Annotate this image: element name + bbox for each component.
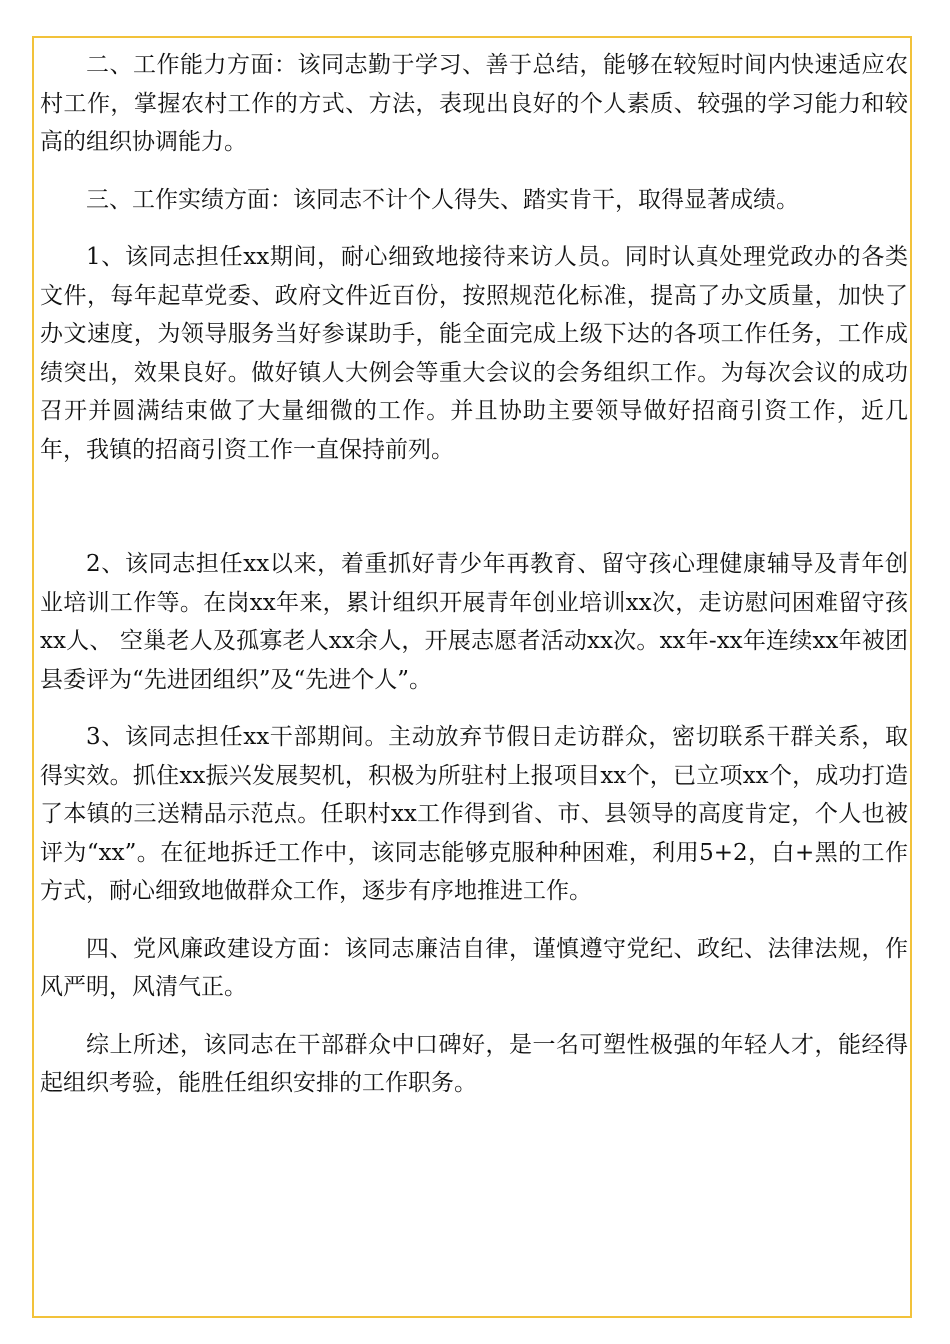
document-body <box>40 46 908 1122</box>
paragraph-achievement-3: 3、该同志担任xx干部期间。主动放弃节假日走访群众，密切联系干群关系，取得实效。抓住xx振兴发展契机，积极为所驻村上报项目xx个，已立项xx个，成功打造了本镇的三送精品示范点。任职村xx工作得到省、市、县领导的高度肯定，个人也被评为“xx”。在征地拆迁工作中，该同志能够克服种种困难，利用5+2，白+黑的工作方式，耐心细致地做群众工作，逐步有序地推进工作。 <box>40 724 908 904</box>
paragraph-work-ability: 二、工作能力方面：该同志勤于学习、善于总结，能够在较短时间内快速适应农村工作，掌握农村工作的方式、方法，表现出良好的个人素质、较强的学习能力和较高的组织协调能力。 <box>40 52 908 155</box>
paragraph-achievement-1: 1、该同志担任xx期间，耐心细致地接待来访人员。同时认真处理党政办的各类文件，每年起草党委、政府文件近百份，按照规范化标准，提高了办文质量，加快了办文速度，为领导服务当好参谋助手，能全面完成上级下达的各项工作任务，工作成绩突出，效果良好。做好镇人大例会等重大会议的会务组织工作。为每次会议的成功召开并圆满结束做了大量细微的工作。并且协助主要领导做好招商引资工作，近几年，我镇的招商引资工作一直保持前列。 <box>40 244 908 463</box>
paragraph-achievement-2: 2、该同志担任xx以来，着重抓好青少年再教育、留守孩心理健康辅导及青年创业培训工作等。在岗xx年来，累计组织开展青年创业培训xx次，走访慰问困难留守孩xx人、 空巢老人及孤寡老人xx余人，开展志愿者活动xx次。xx年-xx年连续xx年被团县委评为“先进团组织”及“先进个人”。 <box>40 551 908 693</box>
paragraph-conclusion: 综上所述，该同志在干部群众中口碑好，是一名可塑性极强的年轻人才，能经得起组织考验，能胜任组织安排的工作职务。 <box>40 1031 908 1096</box>
paragraph-integrity: 四、党风廉政建设方面：该同志廉洁自律，谨慎遵守党纪、政纪、法律法规，作风严明，风清气正。 <box>40 935 908 1000</box>
paragraph-work-achievements: 三、工作实绩方面：该同志不计个人得失、踏实肯干，取得显著成绩。 <box>86 186 799 213</box>
